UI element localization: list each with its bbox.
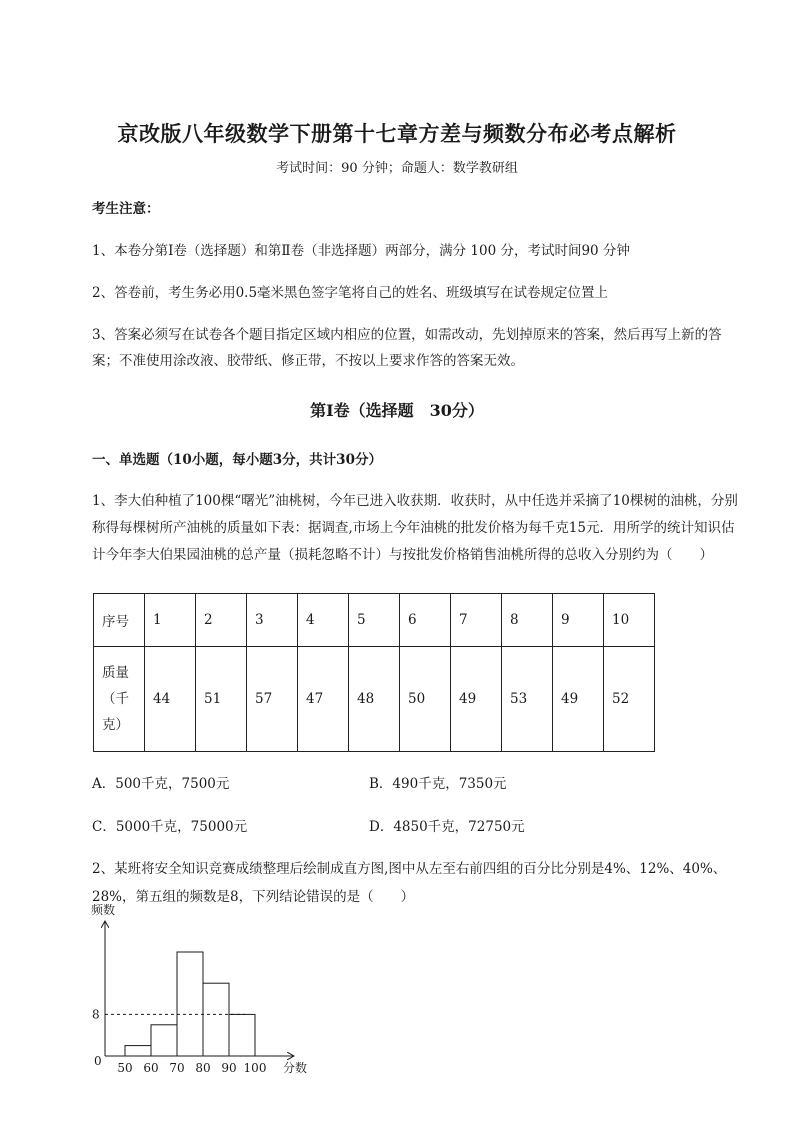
table-cell: 51: [196, 647, 247, 752]
table-cell: 44: [145, 647, 196, 752]
histogram-bar: [203, 983, 229, 1056]
q1-option-a[interactable]: A．500千克，7500元: [92, 776, 230, 792]
x-tick-label: 60: [143, 1061, 159, 1075]
x-axis-label: 分数: [283, 1061, 308, 1075]
table-cell: 52: [604, 647, 655, 752]
table-row: [94, 647, 655, 752]
table-cell: 50: [400, 647, 451, 752]
table-cell: 9: [553, 594, 604, 647]
table-cell: 1: [145, 594, 196, 647]
histogram-bar: [151, 1025, 177, 1056]
section-title: 第Ⅰ卷（选择题 30分）: [310, 401, 484, 420]
y-tick-label: 8: [92, 1007, 100, 1022]
notes-heading: 考生注意：: [92, 201, 160, 217]
q1-data-table: [93, 593, 655, 752]
q1-option-d[interactable]: D．4850千克，72750元: [369, 819, 525, 835]
table-row: [94, 594, 655, 647]
y-axis-label: 频数: [91, 903, 116, 917]
histogram-bar: [177, 952, 203, 1056]
note-item-2: 2、答卷前，考生务必用0.5毫米黑色签字笔将自己的姓名、班级填写在试卷规定位置上: [92, 285, 609, 301]
table-cell: 48: [349, 647, 400, 752]
x-tick-label: 80: [195, 1061, 211, 1075]
table-row-label: 序号: [94, 594, 145, 647]
table-cell: 49: [451, 647, 502, 752]
note-item-3: 3、答案必须写在试卷各个题目指定区域内相应的位置，如需改动，先划掉原来的答案，然后再写上新的答案；不准使用涂改液、胶带纸、修正带，不按以上要求作答的答案无效。: [92, 327, 722, 369]
q1-option-c[interactable]: C．5000千克，75000元: [92, 819, 248, 835]
x-tick-label: 70: [169, 1061, 185, 1075]
table-cell: 49: [553, 647, 604, 752]
part-heading: 一、单选题（10小题，每小题3分，共计30分）: [92, 452, 382, 468]
table-row-label: 质量（千克）: [94, 647, 145, 752]
question-2-text: 2、某班将安全知识竞赛成绩整理后绘制成直方图,图中从左至右前四组的百分比分别是4%、12%、40%、28%，第五组的频数是8，下列结论错误的是（ ）: [92, 861, 727, 905]
q1-option-b[interactable]: B．490千克，7350元: [369, 776, 507, 792]
table-cell: 6: [400, 594, 451, 647]
histogram-bar: [125, 1046, 151, 1056]
y-tick-label: 0: [94, 1054, 102, 1068]
question-1-text: 1、李大伯种植了100棵“曙光”油桃树，今年已进入收获期．收获时，从中任选并采摘了10棵树的油桃，分别称得每棵树所产油桃的质量如下表：据调查,市场上今年油桃的批发价格为每千克15元．用所学的统计知识估计今年李大伯果园油桃的总产量（损耗忽略不计）与按批发价格销售油桃所得的总收入分别约为（ ）: [92, 493, 738, 563]
table-cell: 47: [298, 647, 349, 752]
table-cell: 4: [298, 594, 349, 647]
table-cell: 53: [502, 647, 553, 752]
x-tick-label: 100: [243, 1061, 267, 1075]
x-tick-label: 50: [117, 1061, 133, 1075]
x-tick-label: 90: [221, 1061, 237, 1075]
histogram-chart: [85, 900, 325, 1085]
exam-title: 京改版八年级数学下册第十七章方差与频数分布必考点解析: [117, 121, 677, 146]
exam-subtitle: 考试时间：90 分钟；命题人：数学教研组: [276, 161, 518, 176]
note-item-1: 1、本卷分第Ⅰ卷（选择题）和第Ⅱ卷（非选择题）两部分，满分 100 分，考试时间90 分钟: [92, 243, 630, 259]
histogram-bar: [229, 1014, 255, 1056]
table-cell: 2: [196, 594, 247, 647]
table-cell: 3: [247, 594, 298, 647]
table-cell: 5: [349, 594, 400, 647]
table-cell: 57: [247, 647, 298, 752]
table-cell: 7: [451, 594, 502, 647]
table-cell: 10: [604, 594, 655, 647]
table-cell: 8: [502, 594, 553, 647]
